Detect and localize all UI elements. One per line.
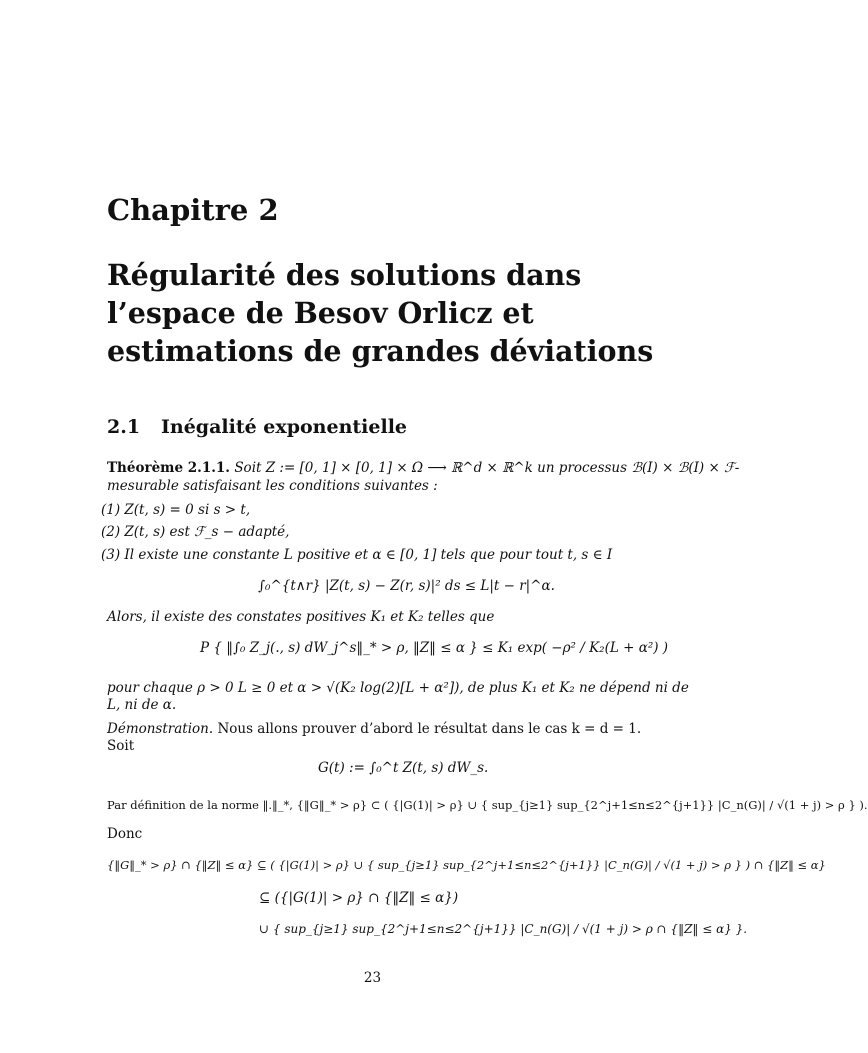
equation-inclusion-1: {‖G‖_* > ρ} ∩ {‖Z‖ ≤ α} ⊆ ( {|G(1)| > ρ} ∪ { sup_{j≥1} sup_{2^j+1≤n≤2^{j+1}} |C_n(G)| / √(1 + j) > ρ } ) ∩ {‖Z‖ ≤ α} [107, 858, 826, 872]
alors-text: Alors, il existe des constates positives K₁ et K₂ telles que [107, 609, 495, 625]
page-number: 23 [363, 970, 382, 986]
soit-text: Soit [107, 738, 135, 754]
condition-1: (1) Z(t, s) = 0 si s > t, [101, 502, 251, 518]
equation-exponential-bound: P { ‖∫₀ Z_j(., s) dW_j^s‖_* > ρ, ‖Z‖ ≤ α } ≤ K₁ exp( −ρ² / K₂(L + α²) ) [200, 640, 669, 656]
equation-inclusion-3: ∪ { sup_{j≥1} sup_{2^j+1≤n≤2^{j+1}} |C_n(G)| / √(1 + j) > ρ ∩ {‖Z‖ ≤ α} }. [259, 922, 748, 936]
theorem-intro-text: Soit Z := [0, 1] × [0, 1] × Ω ⟶ ℝ^d × ℝ^k un processus ℬ(I) × ℬ(I) × ℱ- [234, 460, 740, 476]
proof-label: Démonstration. [107, 721, 214, 737]
chapter-label: Chapitre 2 [107, 193, 279, 227]
proof-text: Nous allons prouver d’abord le résultat dans le cas k = d = 1. [217, 721, 642, 737]
theorem-conclusion-1: pour chaque ρ > 0 L ≥ 0 et α > √(K₂ log(2)[L + α²]), de plus K₁ et K₂ ne dépend ni de [107, 680, 689, 696]
chapter-title-line-2: l’espace de Besov Orlicz et [107, 296, 534, 330]
condition-2: (2) Z(t, s) est ℱ_s − adapté, [101, 524, 290, 540]
section-number: 2.1 [107, 416, 141, 438]
theorem-conclusion-2: L, ni de α. [107, 697, 177, 713]
proof-line-1 [107, 721, 641, 737]
equation-G-definition: G(t) := ∫₀^t Z(t, s) dW_s. [318, 760, 489, 776]
equation-inclusion-2: ⊆ ({|G(1)| > ρ} ∩ {‖Z‖ ≤ α}) [259, 890, 459, 906]
norm-definition-text: Par définition de la norme ‖.‖_*, {‖G‖_* > ρ} ⊂ ( {|G(1)| > ρ} ∪ { sup_{j≥1} sup_{2^j+1≤n≤2^{j+1}} |C_n(G)| / √(1 + j) > ρ } ). [107, 798, 868, 812]
condition-3: (3) Il existe une constante L positive et α ∈ [0, 1] tels que pour tout t, s ∈ I [101, 547, 613, 563]
donc-text: Donc [107, 826, 143, 842]
section-title: Inégalité exponentielle [161, 416, 407, 438]
chapter-title-line-3: estimations de grandes déviations [107, 334, 654, 368]
theorem-intro-2: mesurable satisfaisant les conditions suivantes : [107, 478, 438, 494]
theorem-intro-1 [107, 460, 739, 476]
equation-holder-condition: ∫₀^{t∧r} |Z(t, s) − Z(r, s)|² ds ≤ L|t − r|^α. [258, 578, 555, 594]
chapter-title-line-1: Régularité des solutions dans [107, 258, 582, 292]
theorem-label: Théorème 2.1.1. [107, 460, 231, 476]
